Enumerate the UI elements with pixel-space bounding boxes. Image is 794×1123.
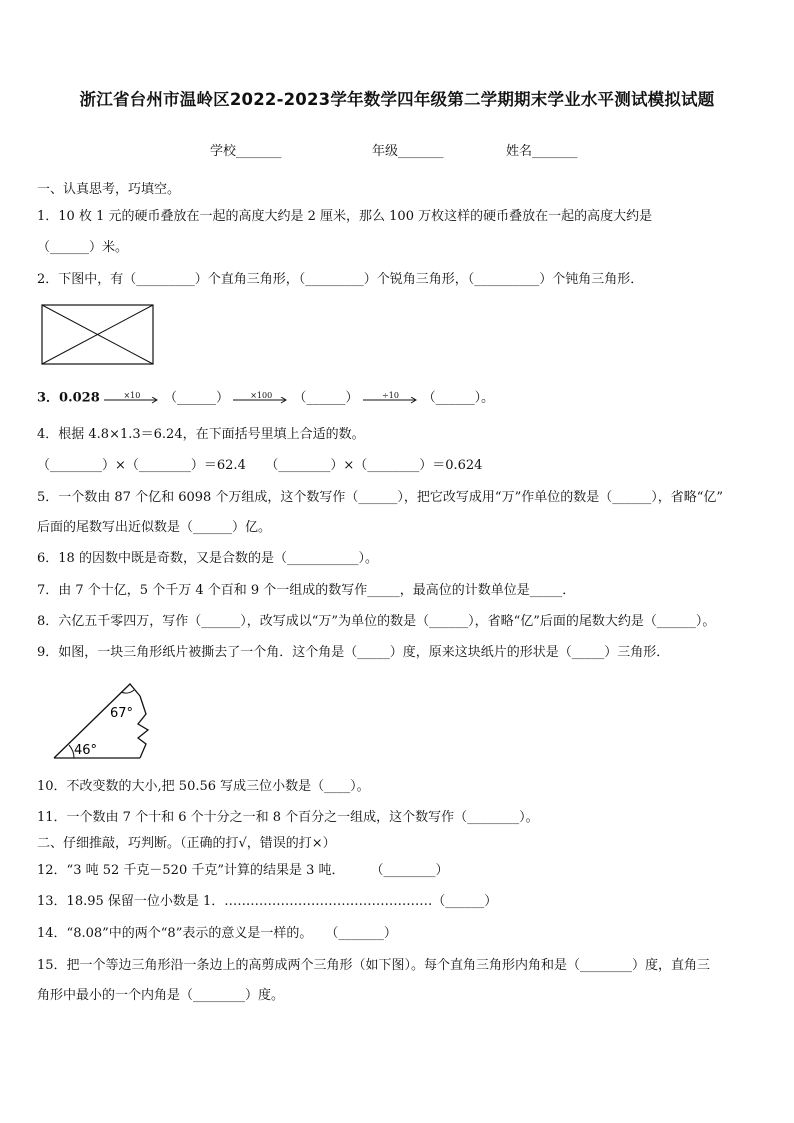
school-field[interactable]: 学校_______: [210, 144, 282, 159]
op-label: ×10: [123, 391, 141, 400]
question-2[interactable]: 2．下图中，有（_________）个直角三角形，（_________）个锐角三角形，（__________）个钝角三角形．: [37, 272, 644, 287]
op-label: ÷10: [382, 391, 399, 400]
section-2-heading: 二、仔细推敲，巧判断。（正确的打√，错误的打×）: [37, 836, 336, 851]
times-hundred-arrow: [233, 389, 289, 407]
question-9[interactable]: 9．如图，一块三角形纸片被撕去了一个角．这个角是（_____）度，原来这块纸片的形状是（_____）三角形．: [37, 645, 670, 660]
question-8[interactable]: 8．六亿五千零四万，写作（______），改写成以“万”为单位的数是（______），省略“亿”后面的尾数大约是（______）。: [37, 614, 716, 629]
question-15-line-1[interactable]: 15．把一个等边三角形沿一条边上的高剪成两个三角形（如下图）。每个直角三角形内角和是（________）度，直角三: [37, 958, 711, 973]
question-3-prefix: 3．0.028: [37, 390, 100, 406]
arrow-icon: [363, 397, 419, 405]
question-3[interactable]: [37, 389, 494, 408]
arrow-icon: [233, 397, 289, 405]
question-7[interactable]: 7．由 7 个十亿，5 个千万 4 个百和 9 个一组成的数写作_____，最高位的计数单位是_____．: [37, 583, 576, 598]
divide-ten-arrow: [363, 389, 419, 407]
section-1-heading: 一、认真思考，巧填空。: [37, 182, 181, 197]
page-title: 浙江省台州市温岭区2022-2023学年数学四年级第二学期期末学业水平测试模拟试题: [79, 90, 715, 109]
times-ten-arrow: [104, 389, 160, 407]
question-4-line-2[interactable]: （________）×（________）＝62.4 （________）×（________）＝0.624: [37, 458, 483, 473]
arrow-icon: [104, 397, 160, 405]
name-field[interactable]: 姓名_______: [506, 144, 578, 159]
op-label: ×100: [250, 391, 273, 400]
question-12[interactable]: 12．“3 吨 52 千克－520 千克”计算的结果是 3 吨． （________）: [37, 863, 449, 878]
question-5-line-2[interactable]: 后面的尾数写出近似数是（______）亿。: [37, 520, 272, 535]
grade-field[interactable]: 年级_______: [372, 144, 444, 159]
question-4-line-1: 4．根据 4.8×1.3＝6.24，在下面括号里填上合适的数。: [37, 427, 365, 442]
angle-top-label: 67°: [110, 706, 134, 721]
question-1-line-1: 1．10 枚 1 元的硬币叠放在一起的高度大约是 2 厘米，那么 100 万枚这样的硬币叠放在一起的高度大约是: [37, 209, 653, 224]
question-10[interactable]: 10．不改变数的大小,把 50.56 写成三位小数是（____）。: [37, 779, 370, 794]
blank[interactable]: （______）: [293, 390, 359, 406]
angle-left-label: 46°: [74, 743, 98, 758]
question-11[interactable]: 11．一个数由 7 个十和 6 个十分之一和 8 个百分之一组成，这个数写作（________）。: [37, 810, 539, 825]
question-5-line-1[interactable]: 5．一个数由 87 个亿和 6098 个万组成，这个数写作（______），把它改写成用“万”作单位的数是（______），省略“亿”: [37, 490, 724, 505]
question-14[interactable]: 14．“8.08”中的两个“8”表示的意义是一样的。 （_______）: [37, 926, 397, 941]
question-13[interactable]: 13．18.95 保留一位小数是 1．…………………………………………（______）: [37, 894, 498, 909]
blank[interactable]: （______）: [164, 390, 230, 406]
question-1-line-2[interactable]: （______）米。: [37, 240, 129, 255]
torn-triangle-figure: [50, 680, 160, 762]
question-6[interactable]: 6．18 的因数中既是奇数，又是合数的是（___________）。: [37, 551, 378, 566]
blank[interactable]: （______）。: [422, 390, 495, 406]
rectangle-diagonals-figure: [41, 304, 155, 366]
question-15-line-2[interactable]: 角形中最小的一个内角是（________）度。: [37, 988, 285, 1003]
